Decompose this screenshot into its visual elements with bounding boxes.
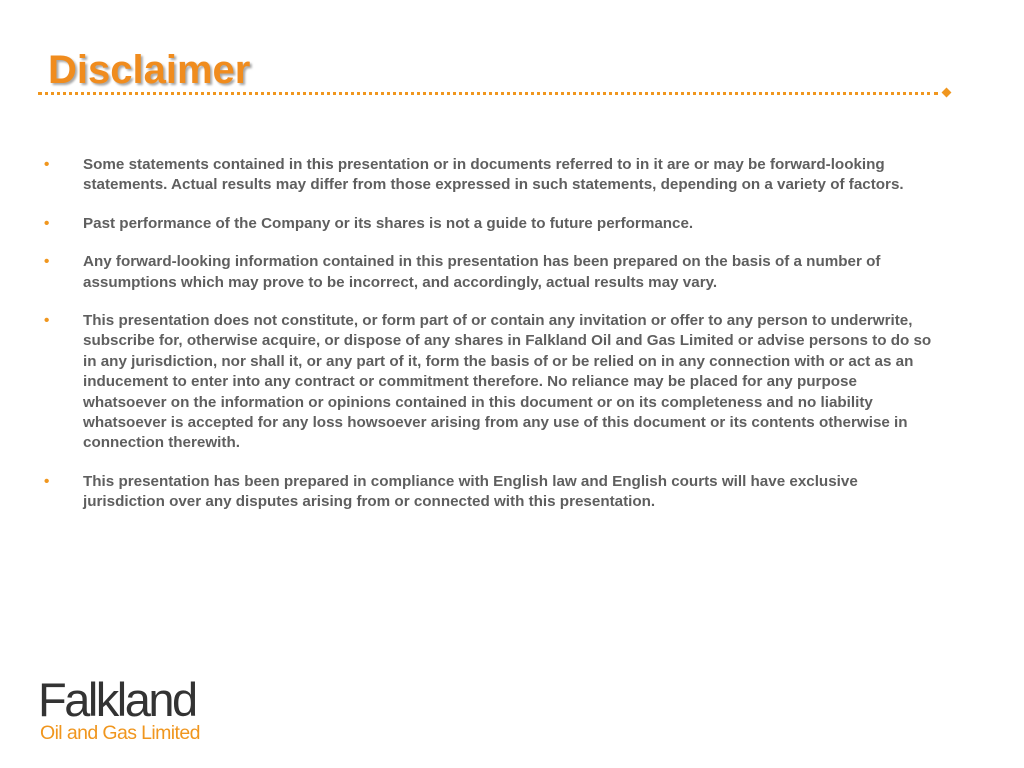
- company-logo: [38, 672, 248, 752]
- bullet-icon: •: [44, 253, 50, 271]
- bullet-icon: •: [44, 214, 50, 232]
- slide-title: Disclaimer: [48, 48, 251, 92]
- bullet-text: This presentation does not constitute, or form part of or contain any invitation or offer to any person to underwrite, subscribe for, otherwise acquire, or dispose of any shares in Falkland Oil and Gas Limited or advise persons to do so in any jurisdiction, nor shall it, or any part of it, form the basis of or be relied on in any connection with or act as an inducement to enter into any contract or commitment therefore. No reliance may be placed for any purpose whatsoever on the information or opinions contained in this document or on its completeness and no liability whatsoever is accepted for any loss howsoever arising from any use of this document or its contents otherwise in connection therewith.: [83, 312, 932, 452]
- logo-subtitle: Oil and Gas Limited: [40, 722, 200, 744]
- disclaimer-bullet: [40, 311, 940, 454]
- bullet-text: This presentation has been prepared in compliance with English law and English courts will have exclusive jurisdiction over any disputes arising from or connected with this presentation.: [83, 472, 858, 511]
- disclaimer-bullet-list: [40, 155, 940, 531]
- bullet-icon: •: [44, 472, 50, 490]
- bullet-text: Any forward-looking information contained in this presentation has been prepared on the basis of a number of assumptions which may prove to be incorrect, and accordingly, actual results may vary.: [83, 253, 881, 291]
- logo-wordmark: Falkland: [38, 673, 196, 726]
- disclaimer-bullet: [40, 252, 940, 293]
- bullet-icon: •: [44, 312, 50, 330]
- disclaimer-bullet: [40, 472, 940, 513]
- title-dotted-divider: [38, 92, 938, 95]
- divider-end-diamond-icon: [942, 88, 952, 98]
- bullet-text: Some statements contained in this presentation or in documents referred to in it are or may be forward-looking statements. Actual results may differ from those expressed in such statements, depending on a variety of factors.: [83, 156, 904, 194]
- bullet-text: Past performance of the Company or its shares is not a guide to future performance.: [83, 214, 694, 232]
- disclaimer-bullet: [40, 155, 940, 196]
- bullet-icon: •: [44, 156, 50, 173]
- disclaimer-bullet: [40, 214, 940, 234]
